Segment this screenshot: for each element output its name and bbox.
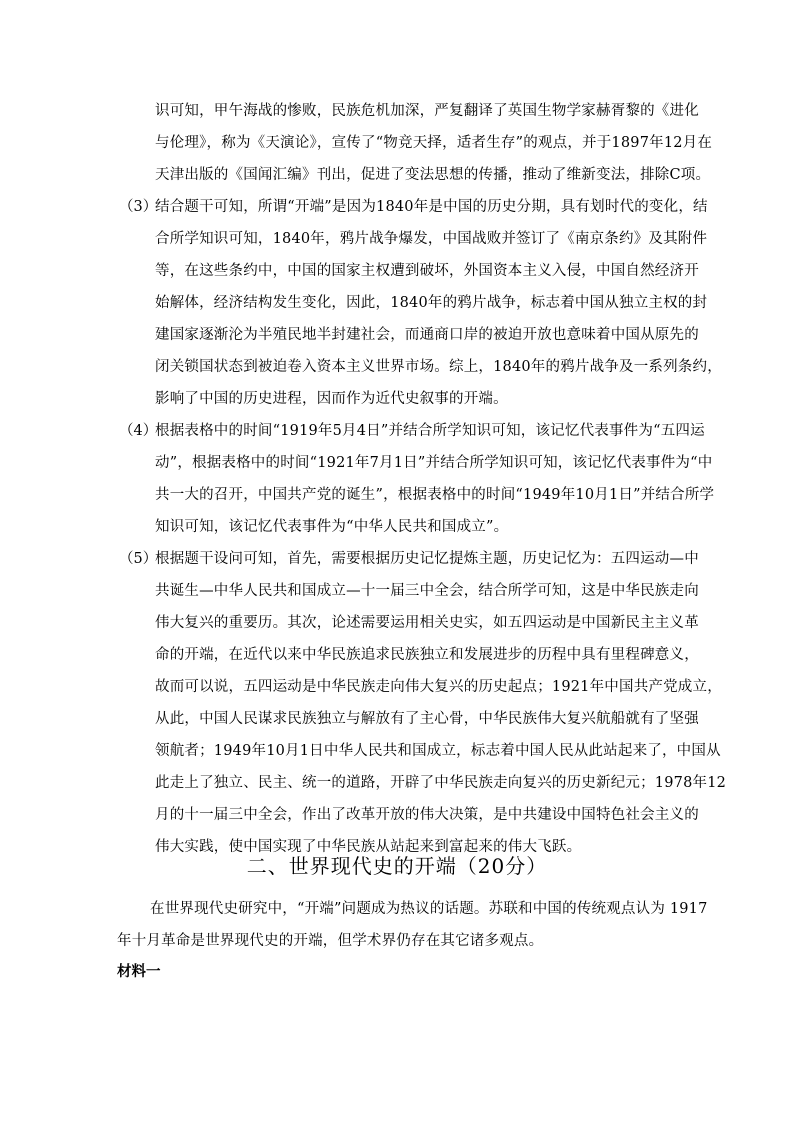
answer-intro-line-2: 与伦理》，称为《天演论》，宣传了“物竞天择，适者生存”的观点，并于1897年12月在 <box>155 135 713 151</box>
answer-3-line-6: 闭关锁国状态到被迫卷入资本主义世界市场。综上，1840年的鸦片战争及一系列条约， <box>155 359 722 375</box>
section-intro-line-2: 年十月革命是世界现代史的开端，但学术界仍存在其它诸多观点。 <box>117 933 544 949</box>
answer-4-number: （4） <box>119 423 158 439</box>
answer-3-number: （3） <box>119 199 158 215</box>
answer-intro-line-1: 识可知，甲午海战的惨败，民族危机加深，严复翻译了英国生物学家赫胥黎的《进化 <box>155 103 699 119</box>
answer-5-line-6: 从此，中国人民谋求民族独立与解放有了主心骨，中华民族伟大复兴航船就有了坚强 <box>155 711 699 727</box>
answer-5-line-1: 根据题干设问可知，首先，需要根据历史记忆提炼主题，历史记忆为：五四运动—中 <box>155 551 699 567</box>
answer-3-line-2: 合所学知识可知，1840年，鸦片战争爆发，中国战败并签订了《南京条约》及其附件 <box>155 231 708 247</box>
answer-4-line-2: 动”，根据表格中的时间“1921年7月1日”并结合所学知识可知，该记忆代表事件为“中 <box>155 455 713 471</box>
answer-4-line-1: 根据表格中的时间“1919年5月4日”并结合所学知识可知，该记忆代表事件为“五四运 <box>155 423 705 439</box>
answer-5-line-7: 领航者；1949年10月1日中华人民共和国成立，标志着中国人民从此站起来了，中国从 <box>155 743 721 759</box>
material-label: 材料一 <box>117 963 161 980</box>
answer-5-number: （5） <box>119 551 158 567</box>
section-intro-line-1: 在世界现代史研究中，“开端”问题成为热议的话题。苏联和中国的传统观点认为 1917 <box>150 901 708 917</box>
answer-4-line-3: 共一大的召开，中国共产党的诞生”，根据表格中的时间“1949年10月1日”并结合所学 <box>155 487 715 503</box>
answer-5-line-8: 此走上了独立、民主、统一的道路，开辟了中华民族走向复兴的历史新纪元；1978年12 <box>155 775 727 791</box>
answer-5-line-5: 故而可以说，五四运动是中华民族走向伟大复兴的历史起点；1921年中国共产党成立， <box>155 679 722 695</box>
section-heading: 二、世界现代史的开端（20分） <box>246 854 548 878</box>
answer-3-line-7: 影响了中国的历史进程，因而作为近代史叙事的开端。 <box>155 391 508 407</box>
answer-5-line-10: 伟大实践，使中国实现了中华民族从站起来到富起来的伟大飞跃。 <box>155 839 582 855</box>
answer-3-line-1: 结合题干可知，所谓“开端”是因为1840年是中国的历史分期，具有划时代的变化，结 <box>155 199 708 215</box>
answer-intro-line-3: 天津出版的《国闻汇编》刊出，促进了变法思想的传播，推动了维新变法，排除C项。 <box>155 167 711 183</box>
answer-5-line-4: 命的开端，在近代以来中华民族追求民族独立和发展进步的历程中具有里程碑意义， <box>155 647 699 663</box>
answer-3-line-3: 等，在这些条约中，中国的国家主权遭到破坏，外国资本主义入侵，中国自然经济开 <box>155 263 699 279</box>
answer-4-line-4: 知识可知，该记忆代表事件为“中华人民共和国成立”。 <box>155 519 509 535</box>
answer-5-line-2: 共诞生—中华人民共和国成立—十一届三中全会，结合所学可知，这是中华民族走向 <box>155 583 699 599</box>
answer-3-line-5: 建国家逐渐沦为半殖民地半封建社会，而通商口岸的被迫开放也意味着中国从原先的 <box>155 327 699 343</box>
answer-5-line-3: 伟大复兴的重要历。其次，论述需要运用相关史实，如五四运动是中国新民主主义革 <box>155 615 699 631</box>
answer-3-line-4: 始解体，经济结构发生变化，因此，1840年的鸦片战争，标志着中国从独立主权的封 <box>155 295 708 311</box>
answer-5-line-9: 月的十一届三中全会，作出了改革开放的伟大决策，是中共建设中国特色社会主义的 <box>155 807 699 823</box>
